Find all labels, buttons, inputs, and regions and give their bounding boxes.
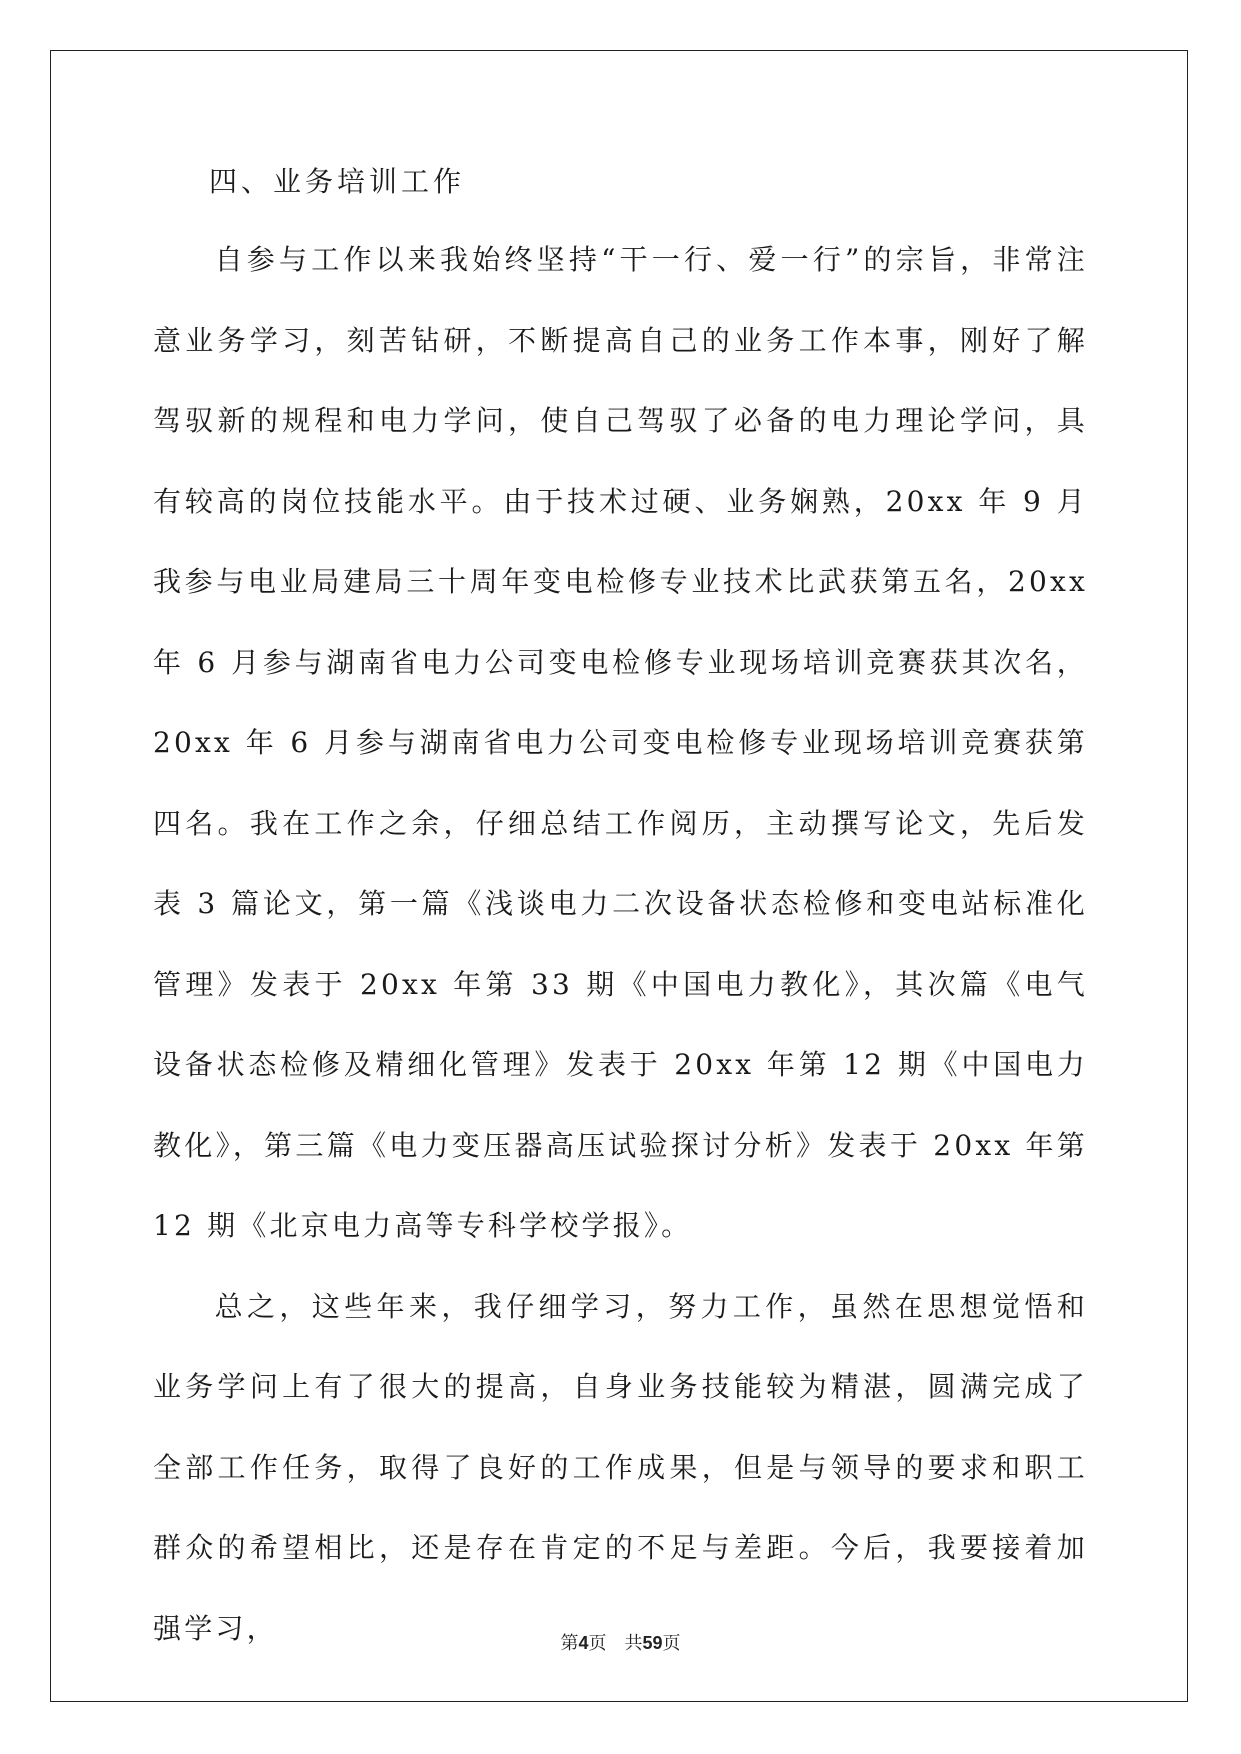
paragraph-training: 自参与工作以来我始终坚持“干一行、爱一行”的宗旨，非常注意业务学习，刻苦钻研，不断提高自己的业务工作本事，刚好了解驾驭新的规程和电力学问，使自己驾驭了必备的电力理论学问，具有较高的岗位技能水平。由于技术过硬、业务娴熟，20xx 年 9 月我参与电业局建局三十周年变电检修专业技术比武获第五名，20xx 年 6 月参与湖南省电力公司变电检修专业现场培训竞赛获其次名，20xx 年 6 月参与湖南省电力公司变电检修专业现场培训竞赛获第四名。我在工作之余，仔细总结工作阅历，主动撰写论文，先后发表 3 篇论文，第一篇《浅谈电力二次设备状态检修和变电站标准化管理》发表于 20xx 年第 33 期《中国电力教化》，其次篇《电气设备状态检修及精细化管理》发表于 20xx 年第 12 期《中国电力教化》，第三篇《电力变压器高压试验探讨分析》发表于 20xx 年第 12 期《北京电力高等专科学校学报》。 — [153, 243, 1088, 1242]
paragraph-summary: 总之，这些年来，我仔细学习，努力工作，虽然在思想觉悟和业务学问上有了很大的提高，自身业务技能较为精湛，圆满完成了全部工作任务，取得了良好的工作成果，但是与领导的要求和职工群众的希望相比，还是存在肯定的不足与差距。今后，我要接着加强学习， — [153, 1289, 1088, 1645]
footer-total-prefix: 共 — [624, 1633, 643, 1654]
footer-prefix: 第 — [560, 1633, 579, 1654]
footer-page-suffix: 页 — [588, 1633, 607, 1654]
footer-page-number: 4 — [578, 1633, 589, 1653]
document-body — [153, 162, 1088, 1669]
page-footer — [0, 1629, 1241, 1655]
footer-total-suffix: 页 — [662, 1633, 681, 1654]
footer-total-pages: 59 — [642, 1633, 663, 1653]
section-heading: 四、业务培训工作 — [209, 165, 466, 198]
